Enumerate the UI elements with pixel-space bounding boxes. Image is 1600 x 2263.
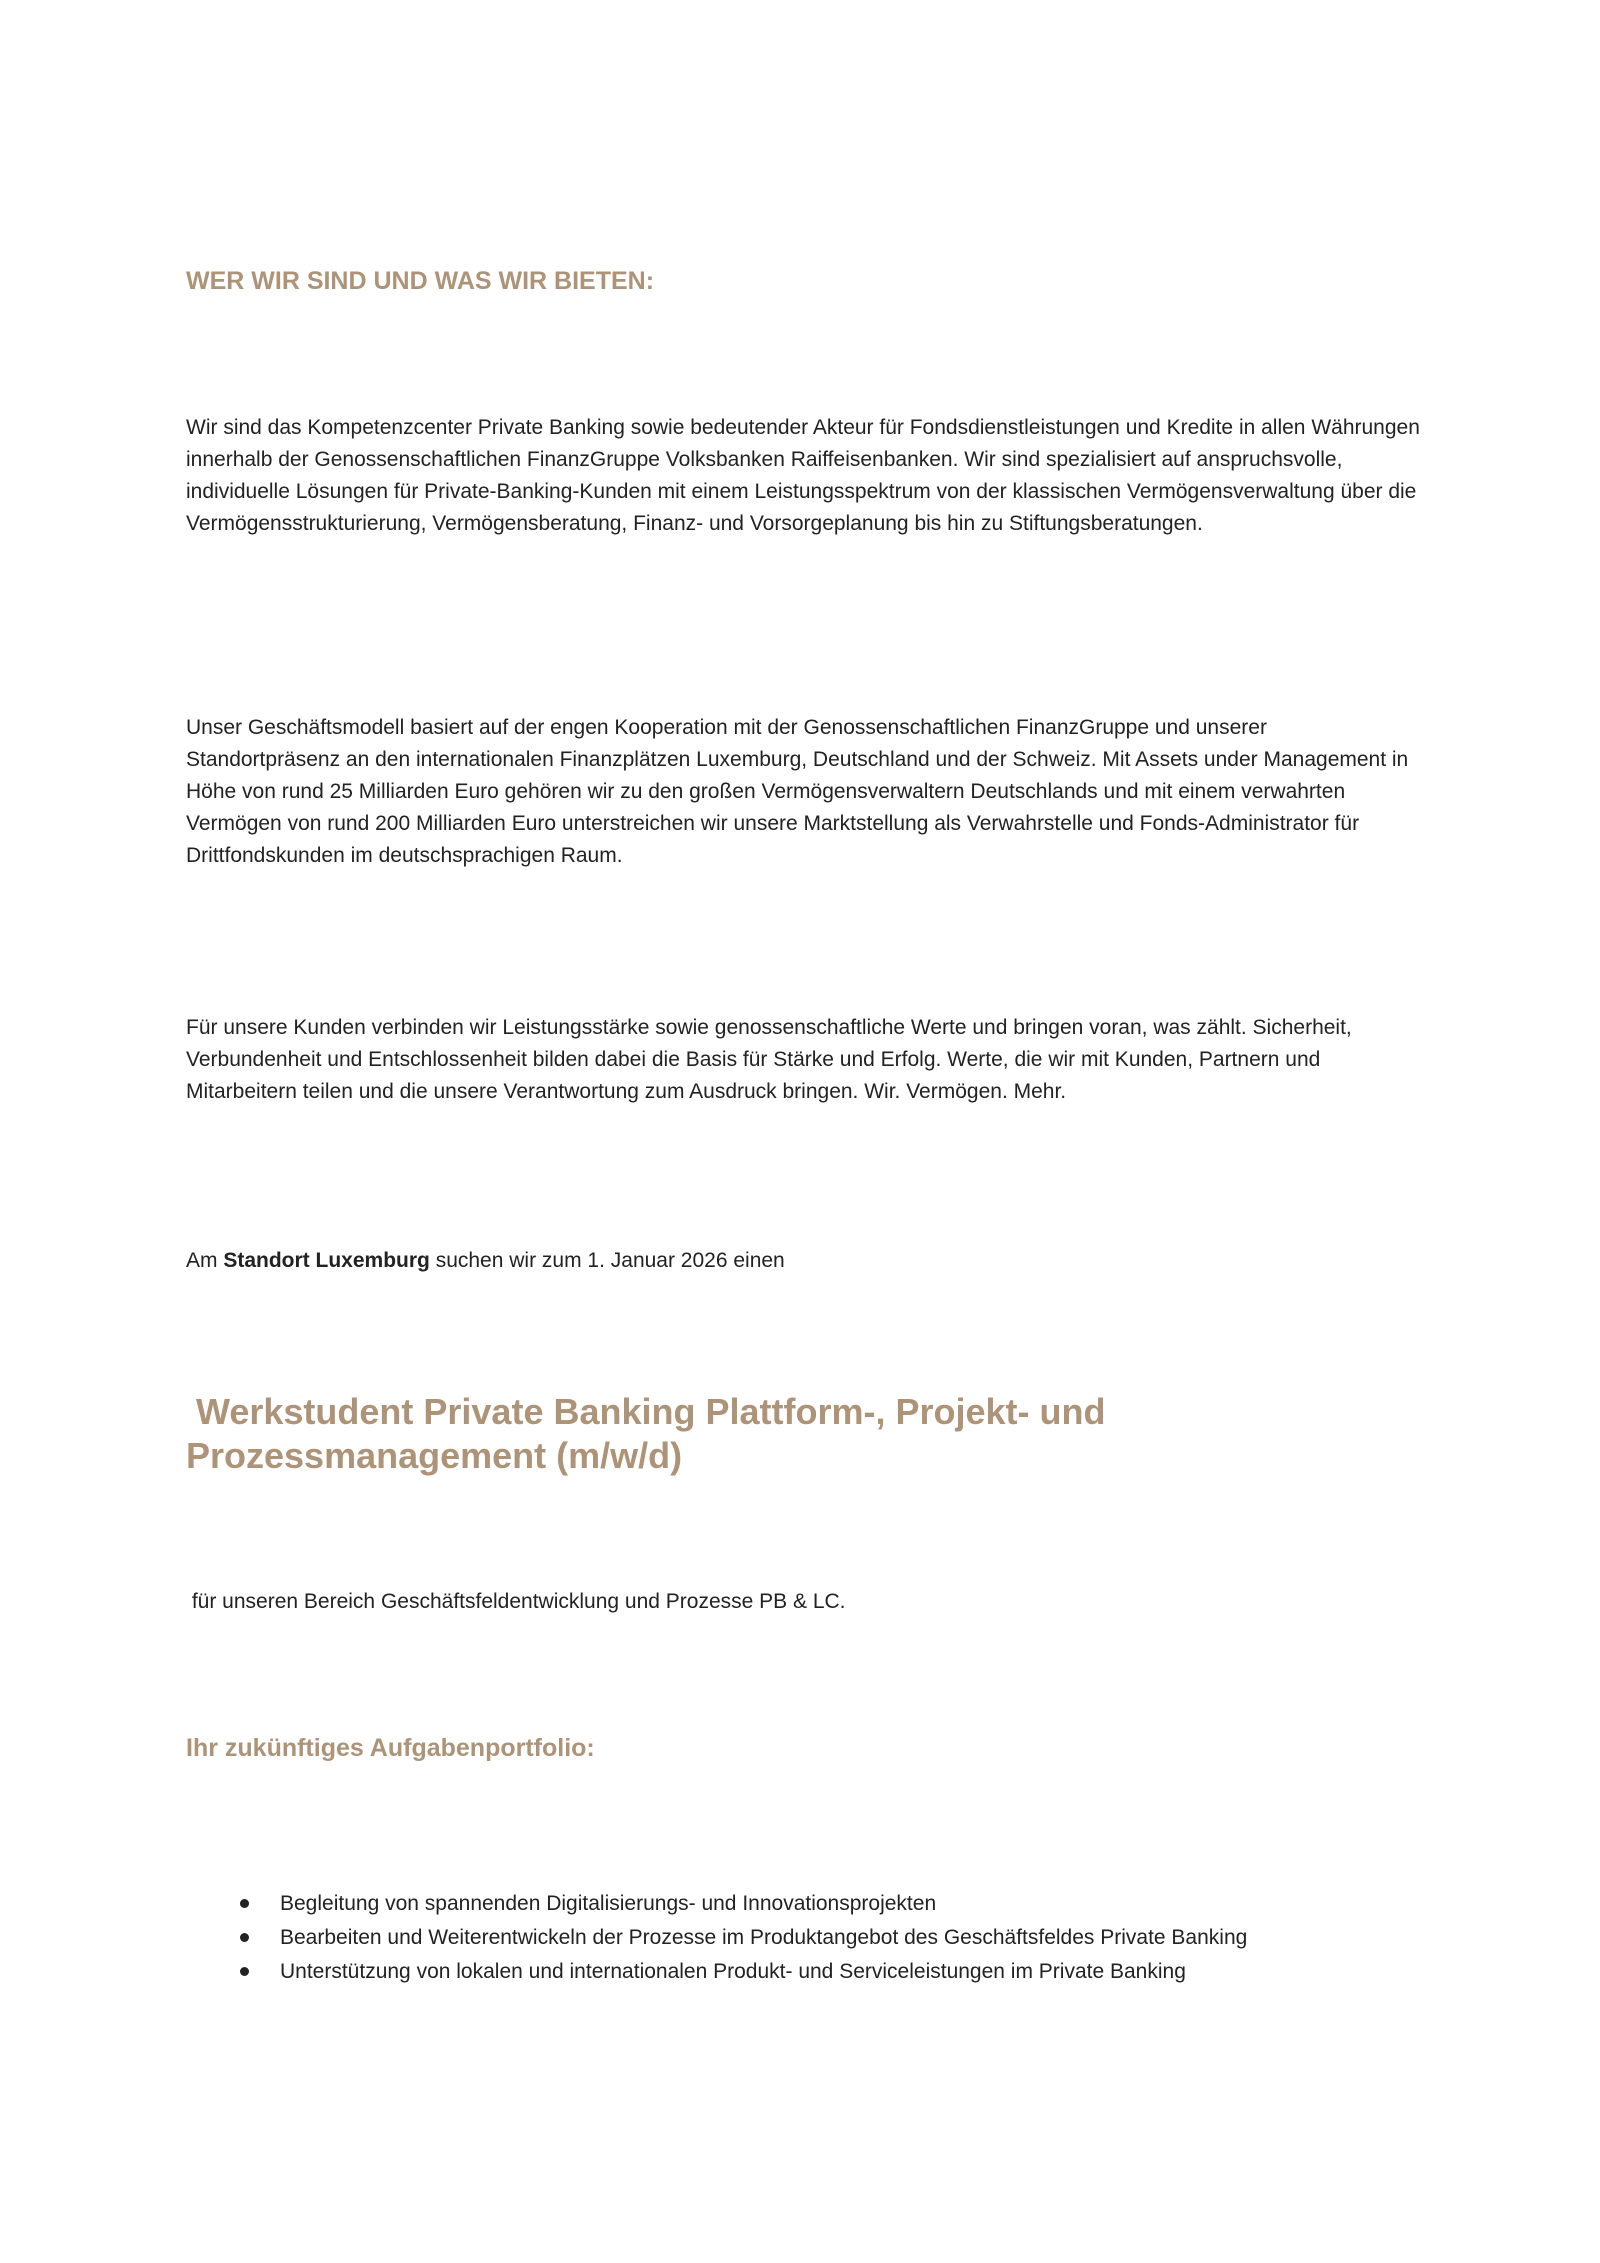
location-intro-line bbox=[186, 1245, 1426, 1277]
bullet-icon bbox=[240, 1933, 249, 1942]
department-line: für unseren Bereich Geschäftsfeldentwicklung und Prozesse PB & LC. bbox=[186, 1590, 846, 1613]
section-heading-who-we-are: WER WIR SIND UND WAS WIR BIETEN: bbox=[186, 267, 655, 295]
task-list bbox=[186, 1888, 1426, 1990]
paragraph-company-intro: Wir sind das Kompetenzcenter Private Banking sowie bedeutender Akteur für Fondsdienstleistungen und Kredite in allen Währungen innerhalb der Genossenschaftlichen FinanzGruppe Volksbanken Raiffeisenbanken. Wir sind spezialisiert auf anspruchsvolle, individuelle Lösungen für Private-Banking-Kunden mit einem Leistungsspektrum von der klassischen Vermögensverwaltung über die Vermögensstrukturierung, Vermögensberatung, Finanz- und Vorsorgeplanung bis hin zu Stiftungsberatungen. bbox=[186, 416, 1420, 535]
paragraph-business-model: Unser Geschäftsmodell basiert auf der engen Kooperation mit der Genossenschaftlichen FinanzGruppe und unserer Standortpräsenz an den internationalen Finanzplätzen Luxemburg, Deutschland und der Schweiz. Mit Assets under Management in Höhe von rund 25 Milliarden Euro gehören wir zu den großen Vermögensverwaltern Deutschlands und mit einem verwahrten Vermögen von rund 200 Milliarden Euro unterstreichen wir unsere Marktstellung als Verwahrstelle und Fonds-Administrator für Drittfondskunden im deutschsprachigen Raum. bbox=[186, 716, 1409, 867]
location-intro-suffix: suchen wir zum 1. Januar 2026 einen bbox=[429, 1249, 785, 1272]
location-name-bold: Standort Luxemburg bbox=[223, 1249, 430, 1272]
paragraph-values: Für unsere Kunden verbinden wir Leistungsstärke sowie genossenschaftliche Werte und bringen voran, was zählt. Sicherheit, Verbundenheit und Entschlossenheit bilden dabei die Basis für Stärke und Erfolg. Werte, die wir mit Kunden, Partnern und Mitarbeitern teilen und die unsere Verantwortung zum Ausdruck bringen. Wir. Vermögen. Mehr. bbox=[186, 1016, 1352, 1103]
task-list-item bbox=[186, 1956, 1400, 1987]
job-title: Werkstudent Private Banking Plattform-, Projekt- und Prozessmanagement (m/w/d) bbox=[186, 1391, 1116, 1476]
task-text: Bearbeiten und Weiterentwickeln der Prozesse im Produktangebot des Geschäftsfeldes Private Banking bbox=[280, 1926, 1248, 1949]
bullet-icon bbox=[240, 1967, 249, 1976]
task-text: Begleitung von spannenden Digitalisierungs- und Innovationsprojekten bbox=[280, 1892, 937, 1915]
task-list-item bbox=[186, 1888, 1400, 1919]
location-intro-prefix: Am bbox=[186, 1249, 224, 1272]
task-list-item bbox=[186, 1922, 1400, 1953]
section-heading-tasks: Ihr zukünftiges Aufgabenportfolio: bbox=[186, 1734, 595, 1762]
task-text: Unterstützung von lokalen und internationalen Produkt- und Serviceleistungen im Private Banking bbox=[280, 1960, 1186, 1983]
bullet-icon bbox=[240, 1899, 249, 1908]
